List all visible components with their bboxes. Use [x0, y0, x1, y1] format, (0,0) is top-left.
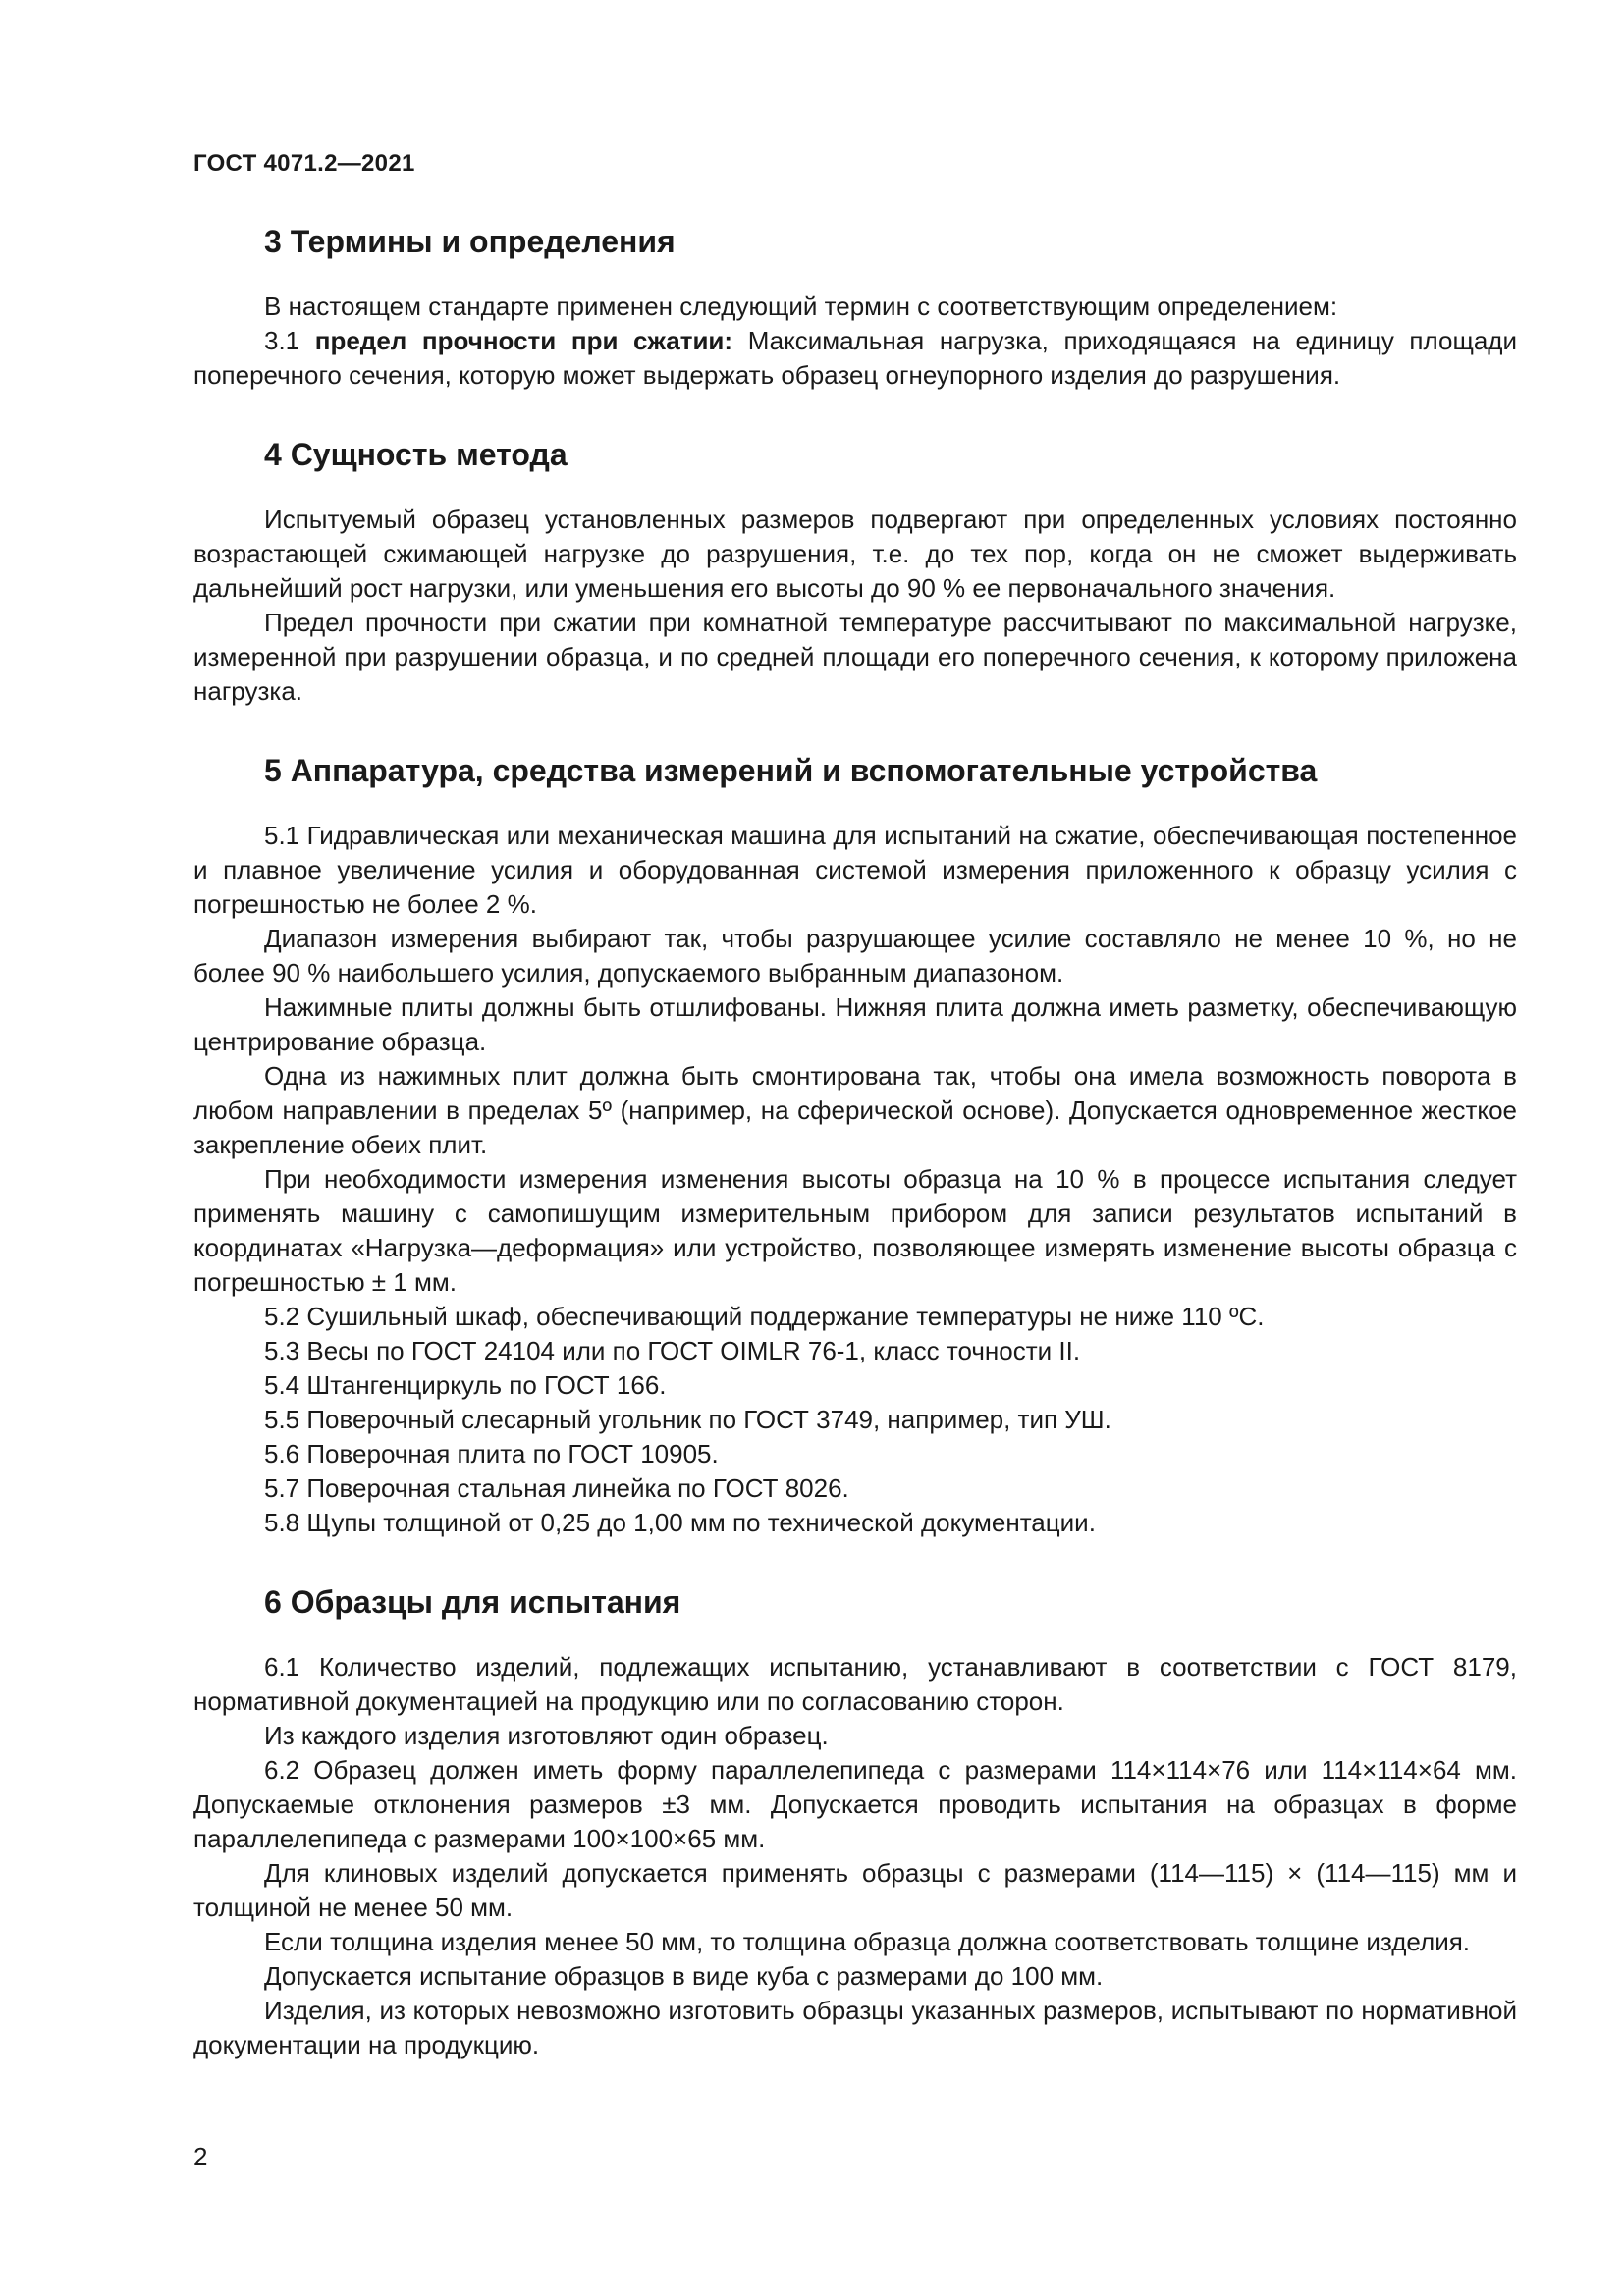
section-5-paragraph: При необходимости измерения изменения высоты образца на 10 % в процессе испытания следует применять машину с самопишущим измерительным прибором для записи результатов испытаний в координатах «Нагрузка—деформация» или устройство, позволяющее измерять изменение высоты образца с погрешностью ± 1 мм. [193, 1164, 1517, 1297]
section-3-title: 3 Термины и определения [264, 224, 676, 259]
section-3-paragraph: В настоящем стандарте применен следующий термин с соответствующим определением: [264, 292, 1338, 321]
term-name: предел прочности при сжатии: [314, 326, 733, 355]
section-6-paragraph: Из каждого изделия изготовляют один образец. [264, 1721, 829, 1750]
term-number: 3.1 [264, 326, 315, 355]
section-5-paragraph: 5.1 Гидравлическая или механическая машина для испытаний на сжатие, обеспечивающая постепенное и плавное увеличение усилия и оборудованная системой измерения приложенного к образцу усилия с погрешностью не более 2 %. [193, 821, 1517, 919]
section-6-paragraph: Изделия, из которых невозможно изготовить образцы указанных размеров, испытывают по нормативной документации на продукцию. [193, 1996, 1517, 2059]
section-5-paragraph: Одна из нажимных плит должна быть смонтирована так, чтобы она имела возможность поворота в любом направлении в пределах 5º (например, на сферической основе). Допускается одновременное жесткое закрепление обеих плит. [193, 1061, 1517, 1159]
section-6-paragraph: 6.2 Образец должен иметь форму параллелепипеда с размерами 114×114×76 или 114×114×64 мм. Допускаемые отклонения размеров ±3 мм. Допускается проводить испытания на образцах в форме параллелепипеда с размерами 100×100×65 мм. [193, 1755, 1517, 1853]
section-6-paragraph: Если толщина изделия менее 50 мм, то толщина образца должна соответствовать толщине изделия. [264, 1927, 1471, 1956]
page-content [193, 221, 1517, 2062]
section-5-paragraph: Диапазон измерения выбирают так, чтобы разрушающее усилие составляло не менее 10 %, но не более 90 % наибольшего усилия, допускаемого выбранным диапазоном. [193, 924, 1517, 988]
section-4-title: 4 Сущность метода [264, 437, 568, 472]
section-5-paragraph: 5.4 Штангенциркуль по ГОСТ 166. [264, 1370, 667, 1400]
page-number: 2 [193, 2142, 208, 2171]
section-5-paragraph: 5.6 Поверочная плита по ГОСТ 10905. [264, 1439, 719, 1468]
section-6-paragraph: Допускается испытание образцов в виде куба с размерами до 100 мм. [264, 1961, 1104, 1991]
section-5-title: 5 Аппаратура, средства измерений и вспомогательные устройства [264, 753, 1318, 788]
section-6-paragraph: 6.1 Количество изделий, подлежащих испытанию, устанавливают в соответствии с ГОСТ 8179, нормативной документацией на продукцию или по согласованию сторон. [193, 1652, 1517, 1716]
section-5-paragraph: Нажимные плиты должны быть отшлифованы. Нижняя плита должна иметь разметку, обеспечивающую центрирование образца. [193, 992, 1517, 1056]
section-5-paragraph: 5.2 Сушильный шкаф, обеспечивающий поддержание температуры не ниже 110 ºС. [264, 1302, 1265, 1331]
section-4-paragraph: Испытуемый образец установленных размеров подвергают при определенных условиях постоянно возрастающей сжимающей нагрузке до разрушения, т.е. до тех пор, когда он не сможет выдерживать дальнейший рост нагрузки, или уменьшения его высоты до 90 % ее первоначального значения. [193, 505, 1517, 603]
term-definition-3-1 [193, 324, 1517, 393]
document-header: ГОСТ 4071.2—2021 [193, 150, 415, 177]
section-5-paragraph: 5.5 Поверочный слесарный угольник по ГОСТ 3749, например, тип УШ. [264, 1405, 1111, 1434]
section-5-paragraph: 5.7 Поверочная стальная линейка по ГОСТ 8026. [264, 1473, 849, 1503]
section-5-paragraph: 5.8 Щупы толщиной от 0,25 до 1,00 мм по технической документации. [264, 1508, 1096, 1537]
term-text: Максимальная нагрузка, приходящаяся на единицу площади поперечного сечения, которую может выдержать образец огнеупорного изделия до разрушения. [193, 326, 1517, 390]
section-6-paragraph: Для клиновых изделий допускается применять образцы с размерами (114—115) × (114—115) мм и толщиной не менее 50 мм. [193, 1858, 1517, 1922]
section-6-title: 6 Образцы для испытания [264, 1584, 681, 1620]
section-5-paragraph: 5.3 Весы по ГОСТ 24104 или по ГОСТ OIMLR 76-1, класс точности II. [264, 1336, 1081, 1365]
section-4-paragraph: Предел прочности при сжатии при комнатной температуре рассчитывают по максимальной нагрузке, измеренной при разрушении образца, и по средней площади его поперечного сечения, к которому приложена нагрузка. [193, 608, 1517, 706]
